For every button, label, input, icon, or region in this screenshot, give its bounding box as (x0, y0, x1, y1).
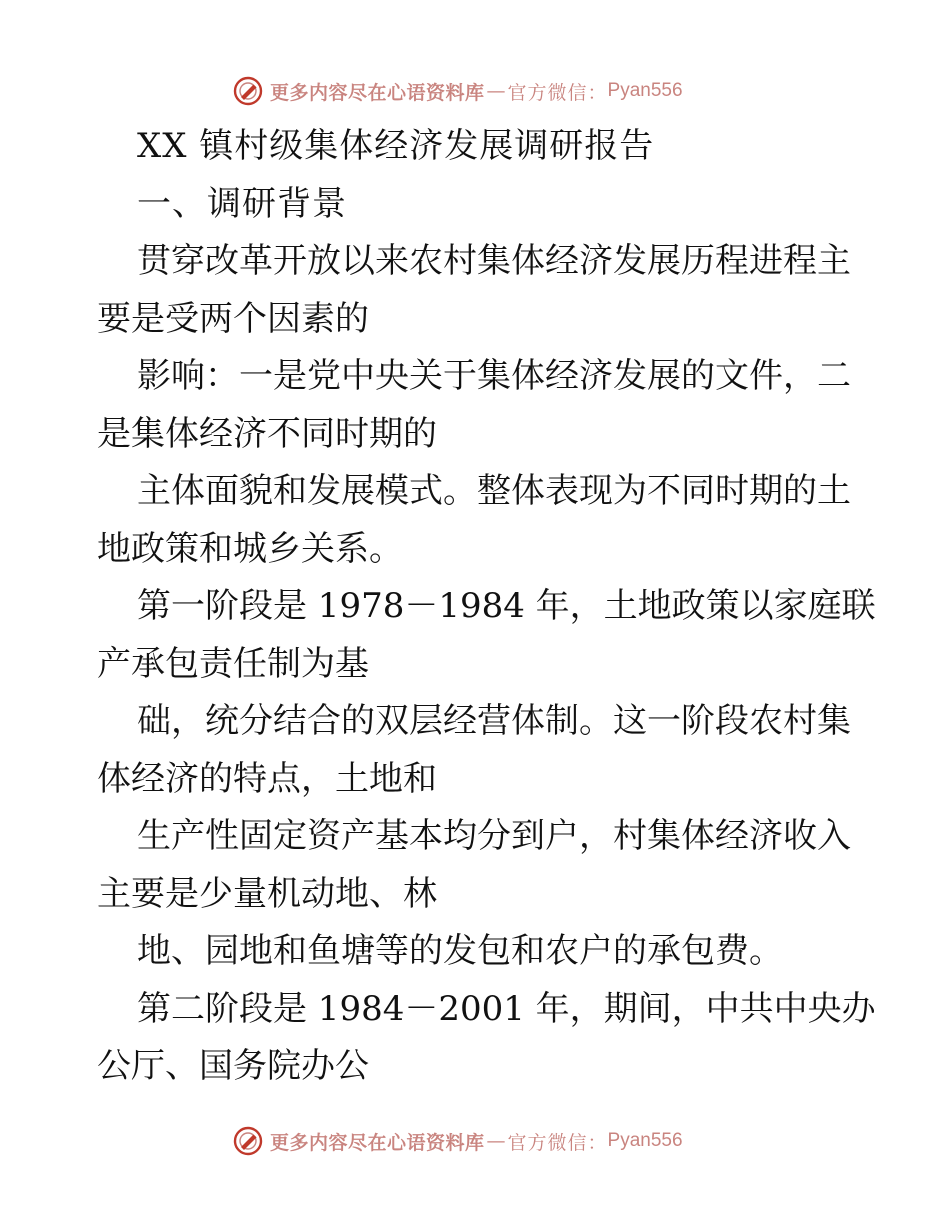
footer-watermark (232, 1124, 683, 1158)
document-title: XX 镇村级集体经济发展调研报告 (137, 126, 655, 166)
paragraph-line: 第一阶段是 1978－1984 年，土地政策以家庭联 (137, 586, 876, 626)
paragraph-line: 是集体经济不同时期的 (97, 413, 437, 454)
paragraph-line: 主要是少量机动地、林 (97, 873, 437, 914)
paragraph-line: 公厅、国务院办公 (97, 1046, 369, 1086)
watermark-dash: — (486, 80, 506, 102)
paragraph-line: 地政策和城乡关系。 (97, 528, 403, 569)
watermark-text: 更多内容尽在心语资料库 (270, 81, 485, 104)
paragraph-line: 影响：一是党中央关于集体经济发展的文件，二 (137, 356, 851, 396)
paragraph-line: 第二阶段是 1984－2001 年，期间，中共中央办 (137, 988, 876, 1029)
seal-logo-icon (232, 75, 264, 107)
watermark-id: Pyan556 (607, 1130, 683, 1151)
section-heading: 一、调研背景 (137, 183, 347, 224)
seal-logo-icon (232, 1125, 264, 1157)
paragraph-line: 生产性固定资产基本均分到户，村集体经济收入 (137, 816, 851, 856)
paragraph-line: 要是受两个因素的 (97, 298, 369, 339)
paragraph-line: 贯穿改革开放以来农村集体经济发展历程进程主 (137, 241, 851, 281)
watermark-label: 官方微信： (507, 81, 608, 104)
paragraph-line: 础，统分结合的双层经营体制。这一阶段农村集 (137, 701, 851, 741)
document-body (97, 118, 876, 1096)
paragraph-line: 体经济的特点，土地和 (97, 758, 437, 799)
paragraph-line: 地、园地和鱼塘等的发包和农户的承包费。 (137, 931, 783, 971)
watermark-text: 更多内容尽在心语资料库 (270, 1131, 485, 1154)
watermark-dash: — (486, 1130, 506, 1152)
paragraph-line: 主体面貌和发展模式。整体表现为不同时期的土 (137, 471, 851, 511)
header-watermark (232, 74, 683, 108)
paragraph-line: 产承包责任制为基 (97, 643, 369, 684)
watermark-id: Pyan556 (607, 80, 683, 101)
watermark-label: 官方微信： (507, 1131, 608, 1154)
